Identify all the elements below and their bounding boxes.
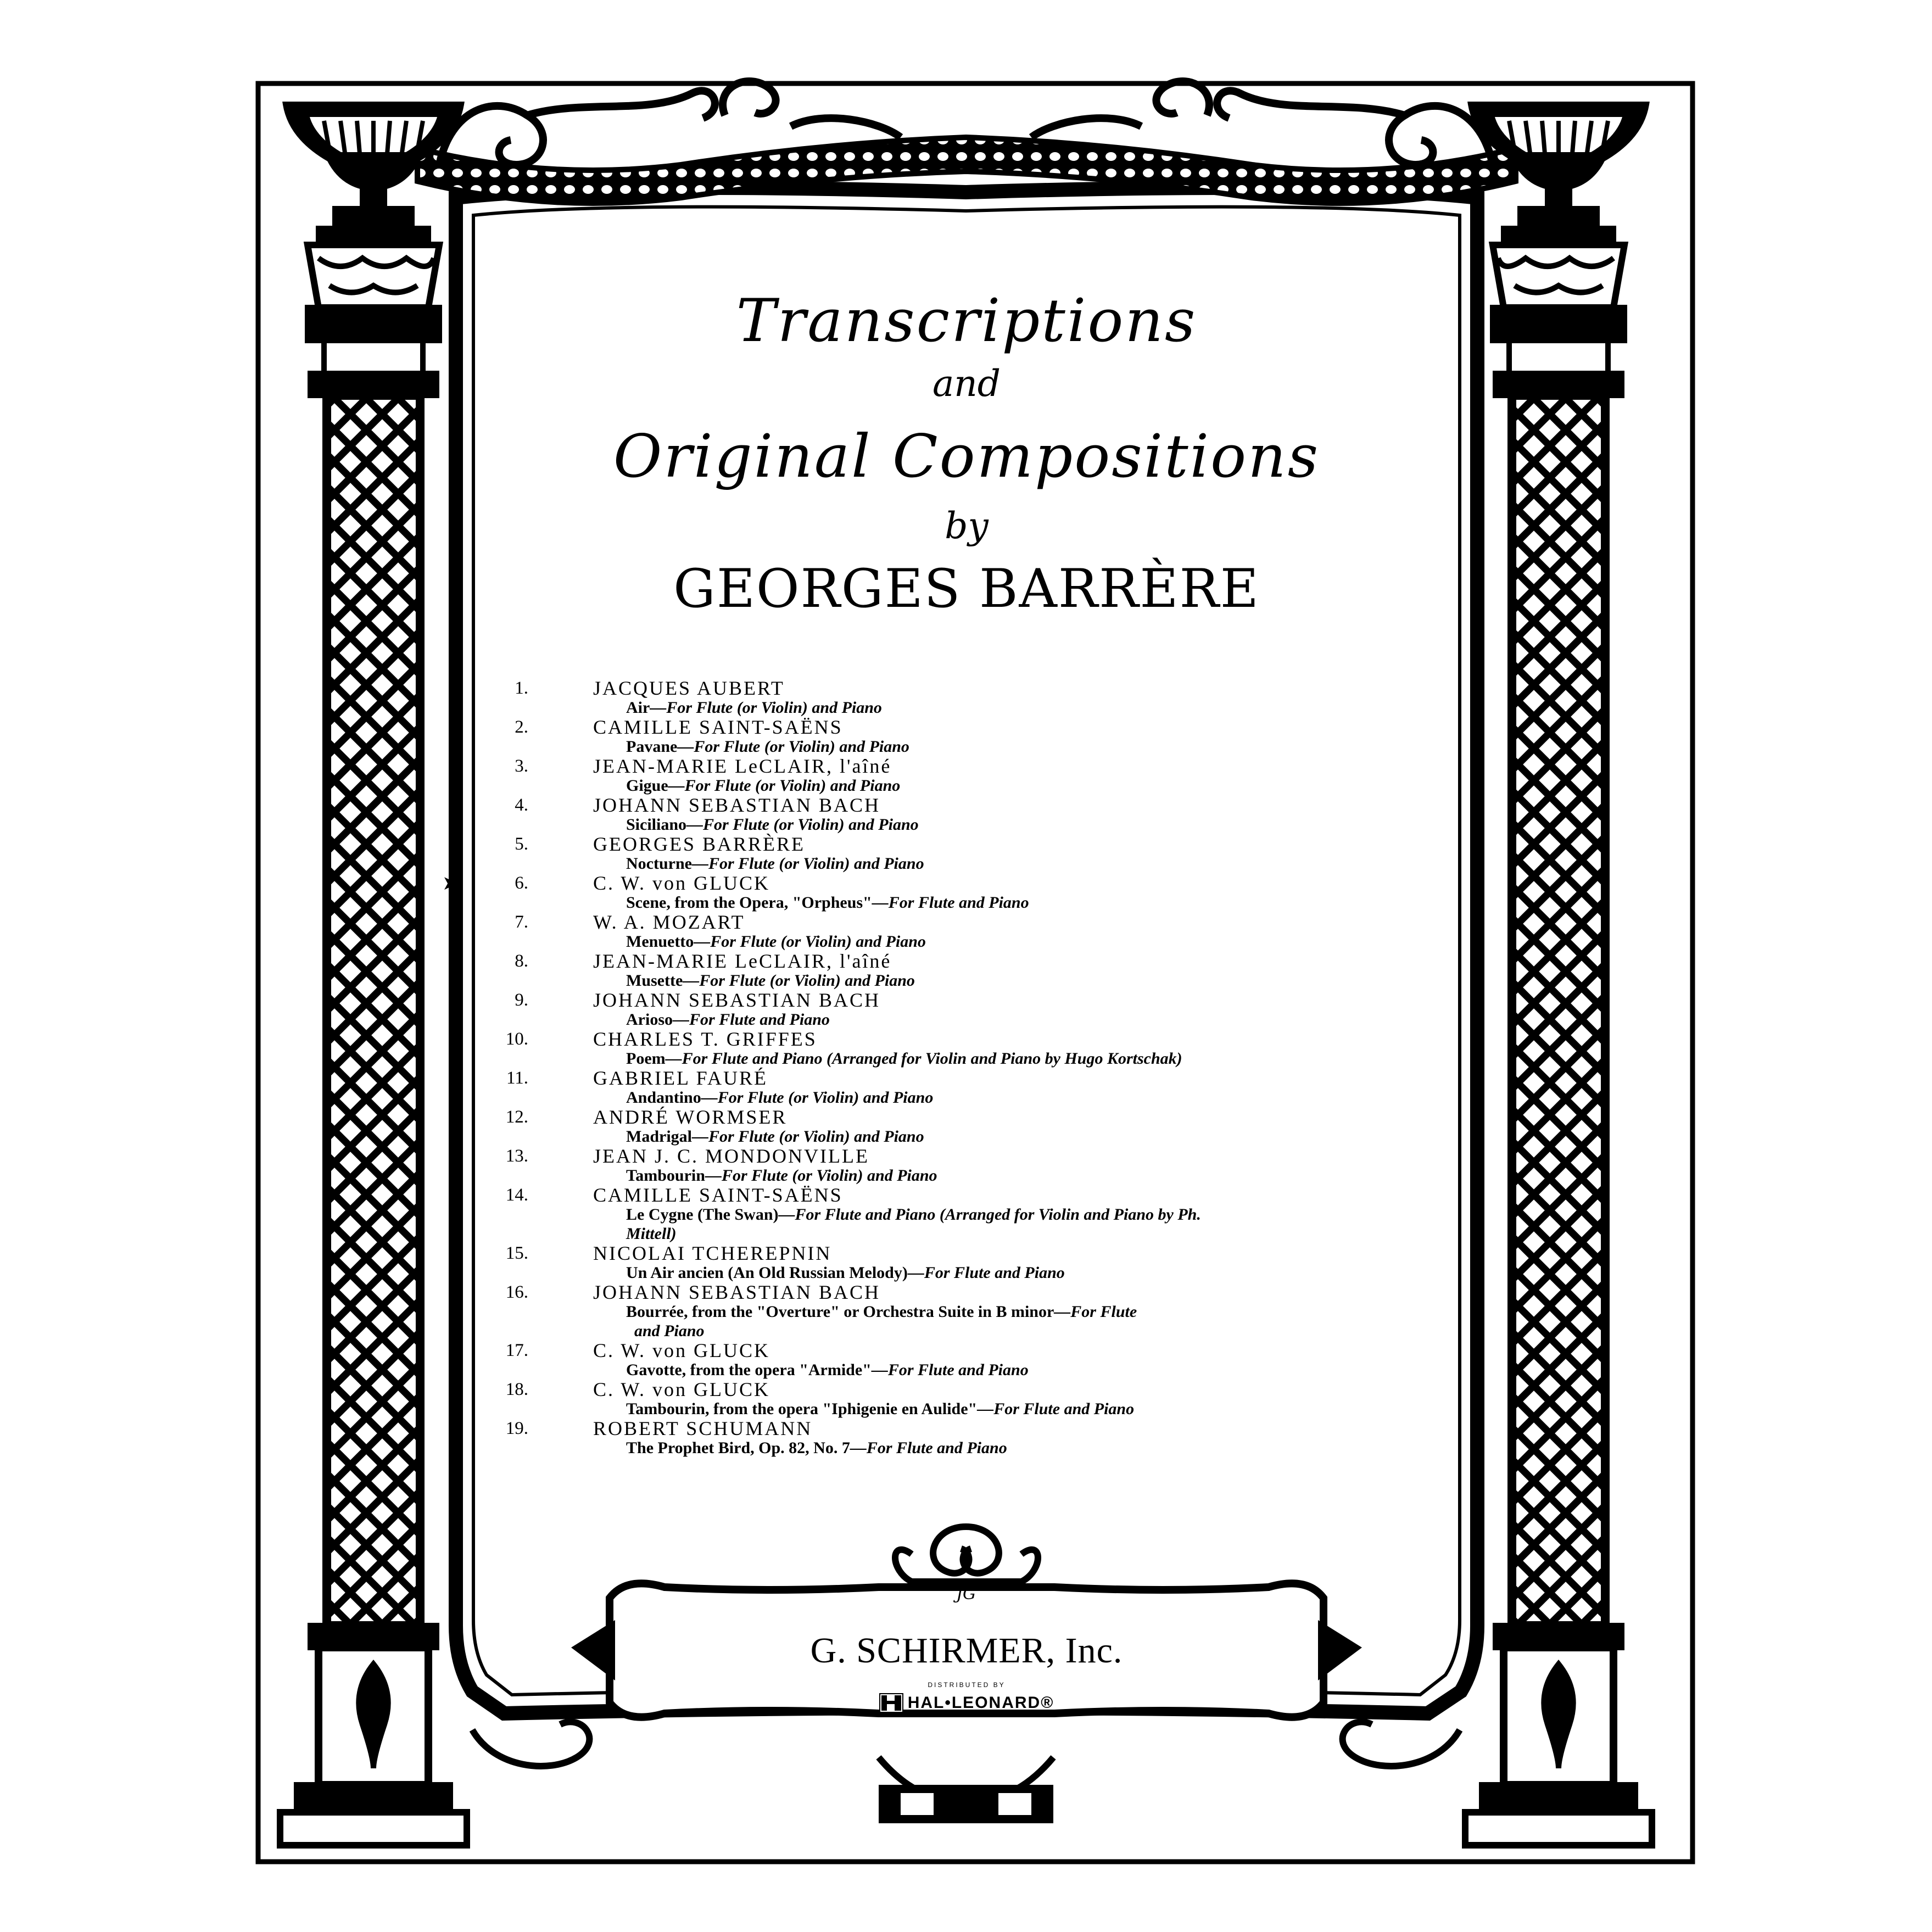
entry-work-title: Tambourin, from the opera "Iphigenie en Aulide" xyxy=(626,1400,978,1418)
entry-work-detail: —For Flute and Piano xyxy=(871,1361,1029,1379)
left-column xyxy=(280,104,467,1845)
contents-entry xyxy=(505,1242,1356,1282)
entry-number: 1. xyxy=(515,678,528,698)
entry-work-detail: —For Flute and Piano (Arranged for Violin and Piano by Hugo Kortschak) xyxy=(665,1049,1182,1068)
entry-number: 19. xyxy=(505,1419,528,1438)
entry-composer: W. A. MOZART xyxy=(593,911,745,933)
title-author: GEORGES BARRÈRE xyxy=(673,557,1260,619)
contents-entry xyxy=(515,911,1356,951)
contents-entry xyxy=(505,1417,1356,1458)
contents-entry xyxy=(505,1378,1356,1419)
entry-composer: CHARLES T. GRIFFES xyxy=(593,1028,817,1050)
contents-entry xyxy=(505,1184,1356,1243)
publisher-block xyxy=(703,1631,1230,1716)
entry-work xyxy=(533,971,1356,990)
entry-work-title: Musette xyxy=(626,971,683,990)
entry-work xyxy=(533,1088,1356,1107)
entry-work-detail: —For Flute and Piano xyxy=(673,1010,830,1029)
title-conjunction: and xyxy=(932,362,1001,405)
entry-number: 8. xyxy=(515,951,528,971)
entry-composer: ROBERT SCHUMANN xyxy=(593,1417,813,1439)
entry-number: 13. xyxy=(505,1146,528,1166)
contents-list xyxy=(442,677,1356,1458)
entry-composer: JOHANN SEBASTIAN BACH xyxy=(593,989,881,1011)
entry-work xyxy=(533,1263,1356,1282)
entry-work-title: Bourrée, from the "Overture" or Orchestra Suite in B minor xyxy=(626,1303,1054,1321)
entry-number: 16. xyxy=(505,1282,528,1302)
entry-work-detail: —For Flute and Piano (Arranged for Violin and Piano by Ph. Mittell) xyxy=(626,1205,1201,1243)
entry-composer: JEAN-MARIE LeCLAIR, l'aîné xyxy=(593,755,892,777)
entry-composer: C. W. von GLUCK xyxy=(593,1378,770,1400)
entry-composer: GABRIEL FAURÉ xyxy=(593,1067,768,1089)
contents-entry xyxy=(515,716,1356,756)
entry-composer: JACQUES AUBERT xyxy=(593,677,785,699)
entry-work-title: Scene, from the Opera, "Orpheus" xyxy=(626,894,872,912)
entry-work-title: Gigue xyxy=(626,777,668,795)
entry-work xyxy=(533,776,1356,795)
entry-number: 10. xyxy=(505,1029,528,1049)
entry-number: 7. xyxy=(515,912,528,932)
contents-entry xyxy=(505,1106,1356,1146)
entry-work-detail: —For Flute (or Violin) and Piano xyxy=(650,699,882,717)
entry-work-detail: —For Flute and Piano xyxy=(850,1439,1007,1457)
entry-work-title: Poem xyxy=(626,1049,666,1068)
entry-work xyxy=(533,854,1356,873)
entry-composer: CAMILLE SAINT-SAËNS xyxy=(593,1184,843,1206)
entry-work-detail: —For Flute and Piano xyxy=(634,1303,1137,1340)
contents-entry xyxy=(505,1028,1356,1068)
entry-work-detail: —For Flute (or Violin) and Piano xyxy=(694,933,926,951)
monogram: JG xyxy=(956,1584,976,1604)
entry-work-detail: —For Flute (or Violin) and Piano xyxy=(705,1166,937,1185)
title-line-1: Transcriptions xyxy=(736,287,1197,355)
contents-entry xyxy=(506,1067,1356,1107)
entry-number: 12. xyxy=(505,1107,528,1127)
distributed-by-label: DISTRIBUTED BY xyxy=(928,1680,1006,1689)
entry-number: 11. xyxy=(506,1068,528,1088)
entry-composer: CAMILLE SAINT-SAËNS xyxy=(593,716,843,738)
entry-number: 4. xyxy=(515,795,528,815)
entry-work-title: Air xyxy=(626,699,650,717)
entry-work-title: Le Cygne (The Swan) xyxy=(626,1205,779,1224)
entry-work xyxy=(533,1302,1356,1341)
entry-work-title: Siciliano xyxy=(626,816,687,834)
contents-entry xyxy=(505,1281,1356,1341)
entry-work-title: Arioso xyxy=(626,1010,673,1029)
entry-work xyxy=(533,1049,1356,1068)
entry-work-detail: —For Flute and Piano xyxy=(977,1400,1135,1418)
entry-work-detail: —For Flute (or Violin) and Piano xyxy=(692,1127,924,1146)
entry-number: 2. xyxy=(515,717,528,737)
entry-work-detail: —For Flute (or Violin) and Piano xyxy=(701,1088,934,1107)
entry-number: 9. xyxy=(515,990,528,1010)
entry-work xyxy=(533,1166,1356,1185)
contents-entry xyxy=(442,872,1356,912)
entry-number: 5. xyxy=(515,834,528,854)
entry-work xyxy=(533,1399,1356,1419)
entry-composer: JOHANN SEBASTIAN BACH xyxy=(593,1281,881,1303)
distributor-name: HAL•LEONARD® xyxy=(907,1693,1054,1712)
entry-work xyxy=(533,1438,1356,1458)
entry-composer: C. W. von GLUCK xyxy=(593,872,770,894)
entry-composer: JOHANN SEBASTIAN BACH xyxy=(593,794,881,816)
title-block xyxy=(472,286,1461,621)
distributor xyxy=(879,1693,1054,1713)
contents-entry xyxy=(515,950,1356,990)
entry-work-detail: —For Flute (or Violin) and Piano xyxy=(668,777,901,795)
entry-work-title: Madrigal xyxy=(626,1127,692,1146)
entry-number: 15. xyxy=(505,1243,528,1263)
entry-work-detail: —For Flute (or Violin) and Piano xyxy=(686,816,919,834)
entry-work-detail: —For Flute (or Violin) and Piano xyxy=(677,738,909,756)
entry-number: 3. xyxy=(515,756,528,776)
contents-entry xyxy=(515,833,1356,873)
entry-work-detail: —For Flute and Piano xyxy=(872,894,1029,912)
entry-work xyxy=(533,1360,1356,1380)
entry-composer: ANDRÉ WORMSER xyxy=(593,1106,788,1128)
entry-work-title: Nocturne xyxy=(626,855,692,873)
entry-work-title: Un Air ancien (An Old Russian Melody) xyxy=(626,1264,908,1282)
entry-work xyxy=(533,1010,1356,1029)
entry-composer: JEAN-MARIE LeCLAIR, l'aîné xyxy=(593,950,892,972)
contents-entry xyxy=(505,1339,1356,1380)
contents-entry xyxy=(515,677,1356,717)
entry-work xyxy=(533,893,1356,912)
entry-work xyxy=(533,1127,1356,1146)
entry-work-detail: —For Flute (or Violin) and Piano xyxy=(683,971,915,990)
title-line-2: Original Compositions xyxy=(613,422,1320,492)
entry-composer: JEAN J. C. MONDONVILLE xyxy=(593,1145,869,1167)
crest-ornament xyxy=(895,1527,1038,1582)
entry-work-detail: —For Flute and Piano xyxy=(907,1264,1065,1282)
entry-work-detail: —For Flute (or Violin) and Piano xyxy=(691,855,924,873)
entry-work-title: Gavotte, from the opera "Armide" xyxy=(626,1361,872,1379)
entry-work xyxy=(533,698,1356,717)
hal-leonard-logo-icon xyxy=(879,1693,903,1713)
title-by: by xyxy=(945,504,989,547)
contents-entry xyxy=(515,794,1356,834)
entry-work xyxy=(533,737,1356,756)
entry-number: 17. xyxy=(505,1341,528,1360)
entry-work xyxy=(533,1205,1356,1243)
publisher-name: G. SCHIRMER, Inc. xyxy=(810,1631,1123,1671)
entry-composer: NICOLAI TCHEREPNIN xyxy=(593,1242,832,1264)
entry-work-title: The Prophet Bird, Op. 82, No. 7 xyxy=(626,1439,850,1457)
entry-work xyxy=(533,932,1356,951)
entry-work-title: Pavane xyxy=(626,738,678,756)
entry-number: 6. xyxy=(515,873,528,893)
entry-work xyxy=(533,815,1356,834)
contents-entry xyxy=(505,1145,1356,1185)
right-column xyxy=(1465,104,1652,1845)
pointer-arrow-icon: ➤ xyxy=(442,872,459,894)
entry-composer: GEORGES BARRÈRE xyxy=(593,833,806,855)
entry-work-title: Menuetto xyxy=(626,933,694,951)
entry-composer: C. W. von GLUCK xyxy=(593,1339,770,1361)
entry-work-title: Tambourin xyxy=(626,1166,705,1185)
contents-entry xyxy=(515,755,1356,795)
contents-entry xyxy=(515,989,1356,1029)
entry-work-title: Andantino xyxy=(626,1088,701,1107)
entry-number: 18. xyxy=(505,1380,528,1399)
entry-number: 14. xyxy=(505,1185,528,1205)
